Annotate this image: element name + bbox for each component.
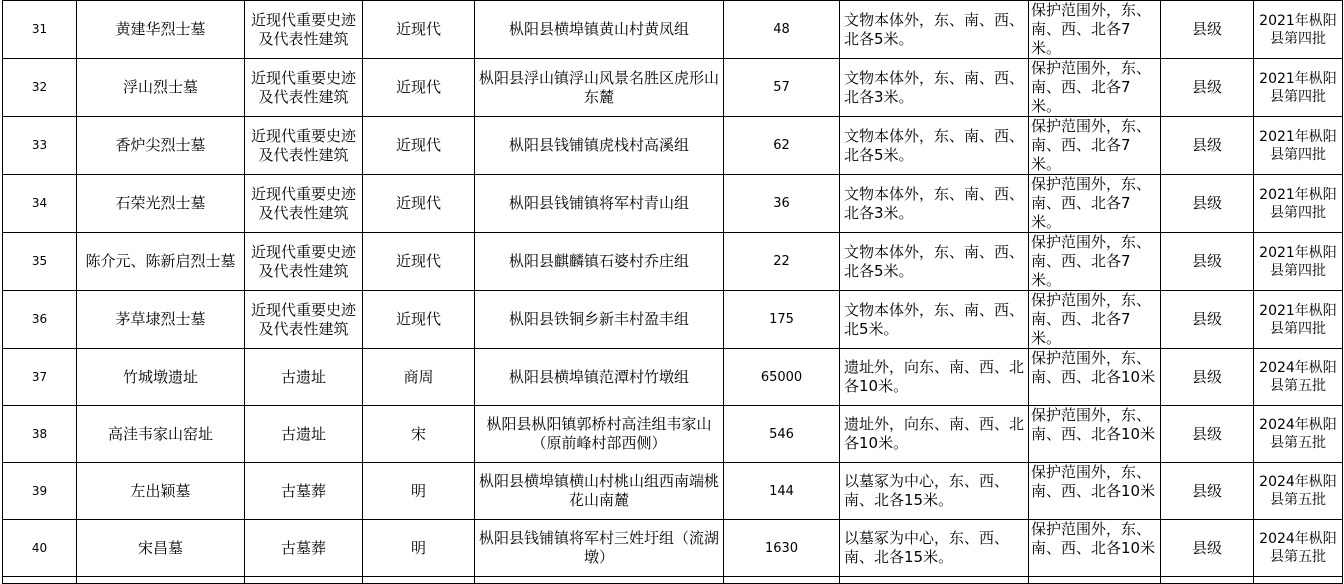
area-cell[interactable]: 36 [724, 175, 840, 233]
row-number-cell[interactable]: 36 [3, 291, 77, 349]
protection-scope-cell[interactable]: 文物本体外，东、南、西、北各5米。 [840, 117, 1029, 175]
category-cell[interactable]: 近现代重要史迹及代表性建筑 [245, 291, 363, 349]
protection-level-cell[interactable]: 县级 [1161, 117, 1254, 175]
control-zone-cell[interactable]: 保护范围外，东、南、西、北各7米。 [1029, 59, 1161, 117]
protection-level-cell[interactable]: 县级 [1161, 349, 1254, 406]
table-row [3, 175, 1343, 233]
era-cell[interactable]: 近现代 [363, 1, 475, 59]
control-zone-cell[interactable]: 保护范围外，东、南、西、北各10米 [1029, 406, 1161, 463]
batch-cell[interactable]: 2021年枞阳县第四批 [1254, 59, 1343, 117]
protection-scope-cell[interactable]: 文物本体外，东、南、西、北各3米。 [840, 175, 1029, 233]
area-cell[interactable]: 175 [724, 291, 840, 349]
site-name-cell[interactable]: 石荣光烈士墓 [77, 175, 245, 233]
protection-level-cell[interactable]: 县级 [1161, 59, 1254, 117]
table-row [3, 520, 1343, 577]
protection-scope-cell[interactable]: 文物本体外，东、南、西、北各3米。 [840, 59, 1029, 117]
control-zone-cell[interactable]: 保护范围外，东、南、西、北各7米。 [1029, 117, 1161, 175]
site-name-cell[interactable]: 竹城墩遗址 [77, 349, 245, 406]
protection-level-cell[interactable]: 县级 [1161, 1, 1254, 59]
site-name-cell[interactable]: 宋昌墓 [77, 520, 245, 577]
table-row [3, 463, 1343, 520]
row-number-cell[interactable]: 38 [3, 406, 77, 463]
location-cell[interactable]: 枞阳县铁铜乡新丰村盈丰组 [475, 291, 724, 349]
era-cell[interactable]: 近现代 [363, 233, 475, 291]
category-cell[interactable]: 近现代重要史迹及代表性建筑 [245, 117, 363, 175]
category-cell[interactable]: 古墓葬 [245, 520, 363, 577]
location-cell[interactable]: 枞阳县横埠镇黄山村黄凤组 [475, 1, 724, 59]
era-cell[interactable]: 近现代 [363, 59, 475, 117]
protection-level-cell[interactable]: 县级 [1161, 175, 1254, 233]
location-cell[interactable]: 枞阳县钱铺镇将军村三姓圩组（流湖墩） [475, 520, 724, 577]
heritage-sites-table [2, 0, 1343, 584]
table-row [3, 1, 1343, 59]
batch-cell[interactable]: 2024年枞阳县第五批 [1254, 520, 1343, 577]
protection-scope-cell[interactable]: 文物本体外，东、南、西、北各5米。 [840, 233, 1029, 291]
category-cell[interactable]: 近现代重要史迹及代表性建筑 [245, 59, 363, 117]
protection-scope-cell[interactable]: 文物本体外，东、南、西、北5米。 [840, 291, 1029, 349]
control-zone-cell[interactable]: 保护范围外，东、南、西、北各10米 [1029, 520, 1161, 577]
location-cell[interactable]: 枞阳县麒麟镇石婆村乔庄组 [475, 233, 724, 291]
location-cell[interactable]: 枞阳县横埠镇横山村桃山组西南端桃花山南麓 [475, 463, 724, 520]
site-name-cell[interactable]: 陈介元、陈新启烈士墓 [77, 233, 245, 291]
category-cell[interactable]: 近现代重要史迹及代表性建筑 [245, 1, 363, 59]
area-cell[interactable]: 62 [724, 117, 840, 175]
era-cell[interactable]: 商周 [363, 349, 475, 406]
control-zone-cell[interactable]: 保护范围外，东、南、西、北各7米。 [1029, 291, 1161, 349]
row-number-cell[interactable]: 32 [3, 59, 77, 117]
batch-cell[interactable]: 2024年枞阳县第五批 [1254, 349, 1343, 406]
protection-level-cell[interactable]: 县级 [1161, 520, 1254, 577]
row-number-cell[interactable]: 31 [3, 1, 77, 59]
table-row [3, 349, 1343, 406]
location-cell[interactable]: 枞阳县横埠镇范潭村竹墩组 [475, 349, 724, 406]
batch-cell[interactable]: 2021年枞阳县第四批 [1254, 175, 1343, 233]
protection-level-cell[interactable]: 县级 [1161, 291, 1254, 349]
location-cell[interactable]: 枞阳县钱铺镇虎栈村高溪组 [475, 117, 724, 175]
category-cell[interactable]: 古遗址 [245, 406, 363, 463]
protection-level-cell[interactable]: 县级 [1161, 406, 1254, 463]
area-cell[interactable]: 57 [724, 59, 840, 117]
area-cell[interactable]: 65000 [724, 349, 840, 406]
table-row [3, 406, 1343, 463]
row-number-cell[interactable]: 34 [3, 175, 77, 233]
row-number-cell[interactable]: 35 [3, 233, 77, 291]
table-row [3, 291, 1343, 349]
era-cell[interactable]: 明 [363, 520, 475, 577]
control-zone-cell[interactable]: 保护范围外，东、南、西、北各7米。 [1029, 1, 1161, 59]
site-name-cell[interactable]: 黄建华烈士墓 [77, 1, 245, 59]
row-number-cell[interactable]: 37 [3, 349, 77, 406]
batch-cell[interactable]: 2021年枞阳县第四批 [1254, 233, 1343, 291]
control-zone-cell[interactable]: 保护范围外，东、南、西、北各10米 [1029, 349, 1161, 406]
control-zone-cell[interactable]: 保护范围外，东、南、西、北各7米。 [1029, 175, 1161, 233]
protection-level-cell[interactable]: 县级 [1161, 463, 1254, 520]
control-zone-cell[interactable]: 保护范围外，东、南、西、北各7米。 [1029, 233, 1161, 291]
location-cell[interactable]: 枞阳县浮山镇浮山风景名胜区虎形山东麓 [475, 59, 724, 117]
era-cell[interactable]: 近现代 [363, 291, 475, 349]
batch-cell[interactable]: 2024年枞阳县第五批 [1254, 406, 1343, 463]
era-cell[interactable]: 明 [363, 463, 475, 520]
table-row [3, 59, 1343, 117]
protection-scope-cell[interactable]: 以墓冢为中心，东、西、南、北各15米。 [840, 463, 1029, 520]
protection-level-cell[interactable]: 县级 [1161, 233, 1254, 291]
era-cell[interactable]: 近现代 [363, 175, 475, 233]
batch-cell[interactable]: 2021年枞阳县第四批 [1254, 117, 1343, 175]
control-zone-cell[interactable]: 保护范围外，东、南、西、北各10米 [1029, 463, 1161, 520]
site-name-cell[interactable]: 香炉尖烈士墓 [77, 117, 245, 175]
table-row [3, 117, 1343, 175]
site-name-cell[interactable]: 高洼韦家山窑址 [77, 406, 245, 463]
area-cell[interactable]: 1630 [724, 520, 840, 577]
location-cell[interactable]: 枞阳县枞阳镇郭桥村高洼组韦家山（原前峰村部西侧） [475, 406, 724, 463]
protection-scope-cell[interactable]: 文物本体外，东、南、西、北各5米。 [840, 1, 1029, 59]
category-cell[interactable]: 近现代重要史迹及代表性建筑 [245, 233, 363, 291]
area-cell[interactable]: 546 [724, 406, 840, 463]
area-cell[interactable]: 144 [724, 463, 840, 520]
area-cell[interactable]: 22 [724, 233, 840, 291]
era-cell[interactable]: 宋 [363, 406, 475, 463]
batch-cell[interactable]: 2021年枞阳县第四批 [1254, 291, 1343, 349]
category-cell[interactable]: 古墓葬 [245, 463, 363, 520]
protection-scope-cell[interactable]: 遗址外，向东、南、西、北各10米。 [840, 406, 1029, 463]
row-number-cell[interactable]: 33 [3, 117, 77, 175]
location-cell[interactable]: 枞阳县钱铺镇将军村青山组 [475, 175, 724, 233]
site-name-cell[interactable]: 茅草埭烈士墓 [77, 291, 245, 349]
protection-scope-cell[interactable]: 遗址外，向东、南、西、北各10米。 [840, 349, 1029, 406]
table-row [3, 233, 1343, 291]
batch-cell[interactable]: 2021年枞阳县第四批 [1254, 1, 1343, 59]
row-number-cell[interactable]: 40 [3, 520, 77, 577]
category-cell[interactable]: 古遗址 [245, 349, 363, 406]
category-cell[interactable]: 近现代重要史迹及代表性建筑 [245, 175, 363, 233]
row-number-cell[interactable]: 39 [3, 463, 77, 520]
batch-cell[interactable]: 2024年枞阳县第五批 [1254, 463, 1343, 520]
site-name-cell[interactable]: 左出颖墓 [77, 463, 245, 520]
site-name-cell[interactable]: 浮山烈士墓 [77, 59, 245, 117]
era-cell[interactable]: 近现代 [363, 117, 475, 175]
protection-scope-cell[interactable]: 以墓冢为中心，东、西、南、北各15米。 [840, 520, 1029, 577]
area-cell[interactable]: 48 [724, 1, 840, 59]
